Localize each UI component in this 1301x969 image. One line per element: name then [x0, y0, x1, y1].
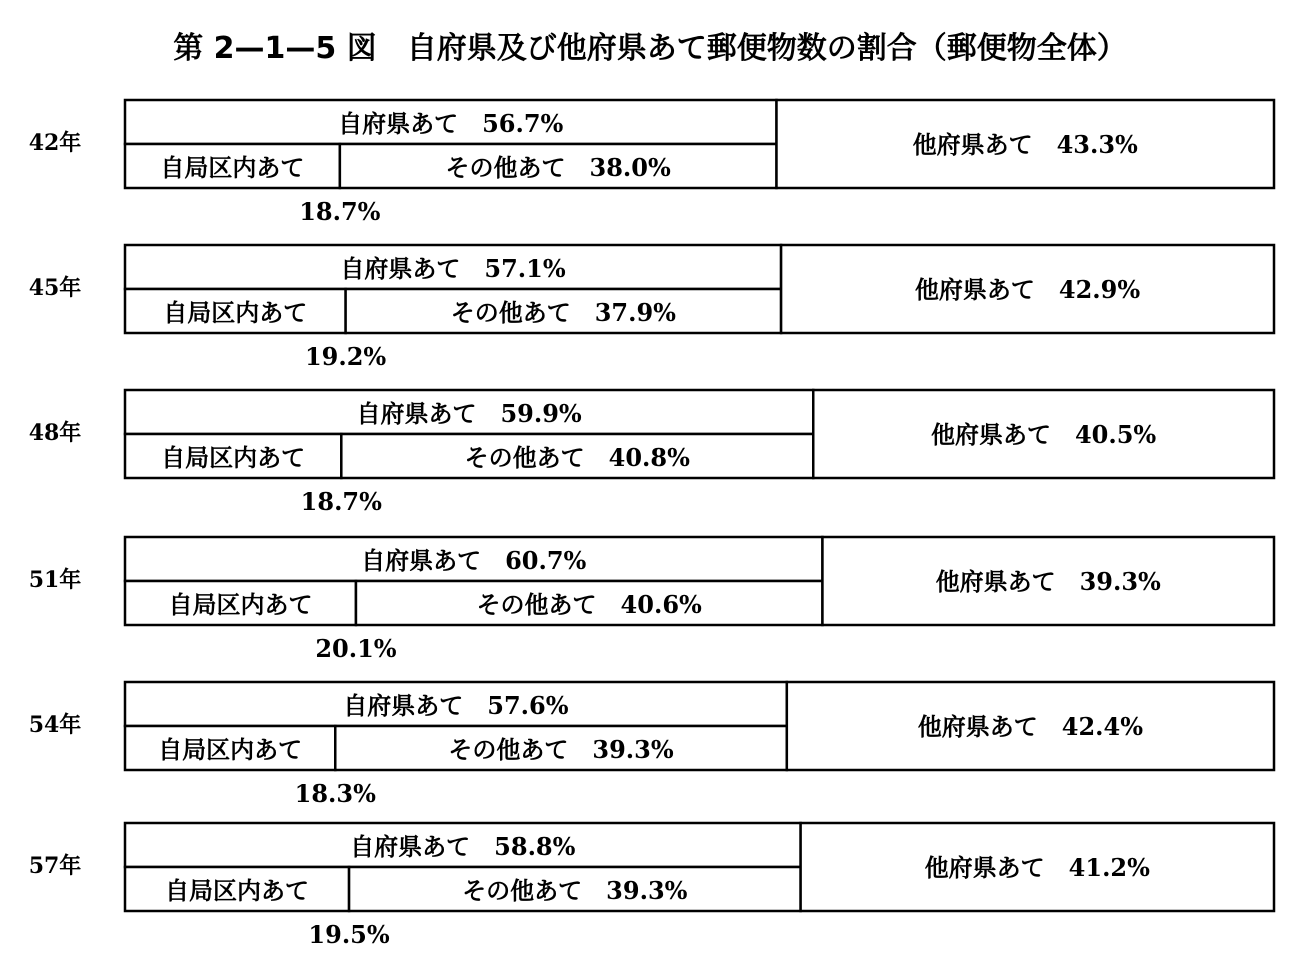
segment-label-other-pref: 他府県あて 42.9% — [914, 275, 1141, 304]
value-label-same-district: 19.2% — [304, 342, 387, 371]
segment-label-same-district: 自局区内あて — [161, 443, 306, 472]
segment-label-same-district: 自局区内あて — [165, 876, 310, 905]
value-label-same-district: 19.5% — [308, 920, 390, 949]
segment-label-other: その他あて 39.3% — [448, 735, 674, 764]
year-label: 57年 — [28, 853, 82, 879]
segment-label-same-pref: 自府県あて 59.9% — [356, 399, 582, 428]
segment-label-other-pref: 他府県あて 41.2% — [924, 853, 1150, 882]
segment-label-other: その他あて 38.0% — [445, 153, 671, 182]
value-label-same-district: 18.7% — [300, 487, 382, 516]
segment-label-other-pref: 他府県あて 39.3% — [935, 567, 1161, 596]
value-label-same-district: 20.1% — [315, 634, 397, 663]
segment-label-other-pref: 他府県あて 43.3% — [912, 130, 1138, 159]
segment-label-same-pref: 自府県あて 56.7% — [338, 109, 564, 138]
segment-label-same-district: 自局区内あて — [158, 735, 303, 764]
year-label: 51年 — [28, 567, 82, 593]
segment-label-same-district: 自局区内あて — [163, 298, 308, 327]
chart-title: 第 2—1—5 図 自府県及び他府県あて郵便物数の割合（郵便物全体） — [173, 31, 1127, 66]
chart-rows — [29, 100, 1274, 949]
segment-label-same-pref: 自府県あて 58.8% — [350, 832, 576, 861]
segment-label-other: その他あて 39.3% — [462, 876, 688, 905]
segment-label-same-pref: 自府県あて 57.6% — [343, 691, 569, 720]
segment-label-same-district: 自局区内あて — [168, 590, 313, 619]
segment-label-same-pref: 自府県あて 60.7% — [361, 546, 587, 575]
segment-label-other-pref: 他府県あて 40.5% — [930, 420, 1157, 449]
segment-label-same-pref: 自府県あて 57.1% — [340, 254, 566, 283]
value-label-same-district: 18.7% — [299, 197, 381, 226]
value-label-same-district: 18.3% — [294, 779, 376, 808]
segment-label-other: その他あて 40.8% — [464, 443, 690, 472]
segment-label-same-district: 自局区内あて — [160, 153, 305, 182]
year-label: 45年 — [28, 275, 82, 301]
year-label: 48年 — [28, 420, 82, 446]
year-label: 54年 — [28, 712, 82, 738]
segment-label-other-pref: 他府県あて 42.4% — [917, 712, 1144, 741]
segment-label-other: その他あて 40.6% — [476, 590, 702, 619]
segment-label-other: その他あて 37.9% — [450, 298, 676, 327]
year-label: 42年 — [28, 130, 82, 156]
